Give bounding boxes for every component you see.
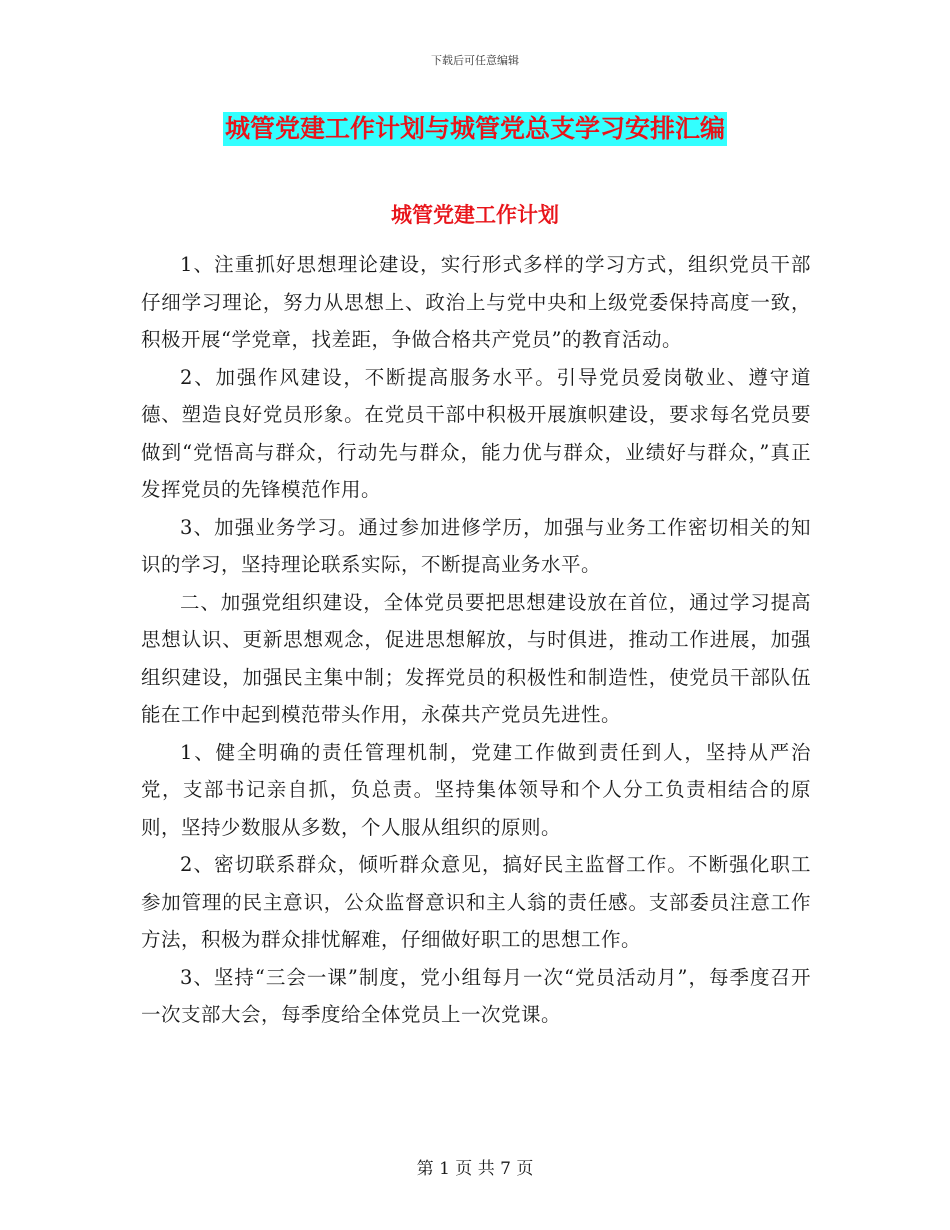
paragraph: 3、加强业务学习。通过参加进修学历，加强与业务工作密切相关的知识的学习，坚持理论联系实际，不断提高业务水平。 <box>141 515 811 576</box>
section-title: 城管党建工作计划 <box>391 202 559 227</box>
document-body <box>141 246 811 1034</box>
header-note: 下载后可任意编辑 <box>431 54 519 67</box>
paragraph: 2、加强作风建设，不断提高服务水平。引导党员爱岗敬业、遵守道德、塑造良好党员形象。在党员干部中积极开展旗帜建设，要求每名党员要做到“党悟高与群众，行动先与群众，能力优与群众，业绩好与群众，”真正发挥党员的先锋模范作用。 <box>141 365 811 501</box>
paragraph: 二、加强党组织建设，全体党员要把思想建设放在首位，通过学习提高思想认识、更新思想观念，促进思想解放，与时俱进，推动工作进展，加强组织建设，加强民主集中制；发挥党员的积极性和制造性，使党员干部队伍能在工作中起到模范带头作用，永葆共产党员先进性。 <box>141 590 811 726</box>
document-title: 城管党建工作计划与城管党总支学习安排汇编 <box>223 112 727 146</box>
paragraph: 2、密切联系群众，倾听群众意见，搞好民主监督工作。不断强化职工参加管理的民主意识，公众监督意识和主人翁的责任感。支部委员注意工作方法，积极为群众排忧解难，仔细做好职工的思想工作。 <box>141 853 811 951</box>
document-title-wrap <box>0 112 950 146</box>
paragraph: 3、坚持“三会一课”制度，党小组每月一次“党员活动月”，每季度召开一次支部大会，每季度给全体党员上一次党课。 <box>141 965 811 1026</box>
page-footer: 第 1 页 共 7 页 <box>416 1159 534 1179</box>
paragraph: 1、健全明确的责任管理机制，党建工作做到责任到人，坚持从严治党，支部书记亲自抓，负总责。坚持集体领导和个人分工负责相结合的原则，坚持少数服从多数，个人服从组织的原则。 <box>141 740 811 839</box>
paragraph: 1、注重抓好思想理论建设，实行形式多样的学习方式，组织党员干部仔细学习理论，努力从思想上、政治上与党中央和上级党委保持高度一致，积极开展“学党章，找差距，争做合格共产党员”的教育活动。 <box>141 253 811 351</box>
